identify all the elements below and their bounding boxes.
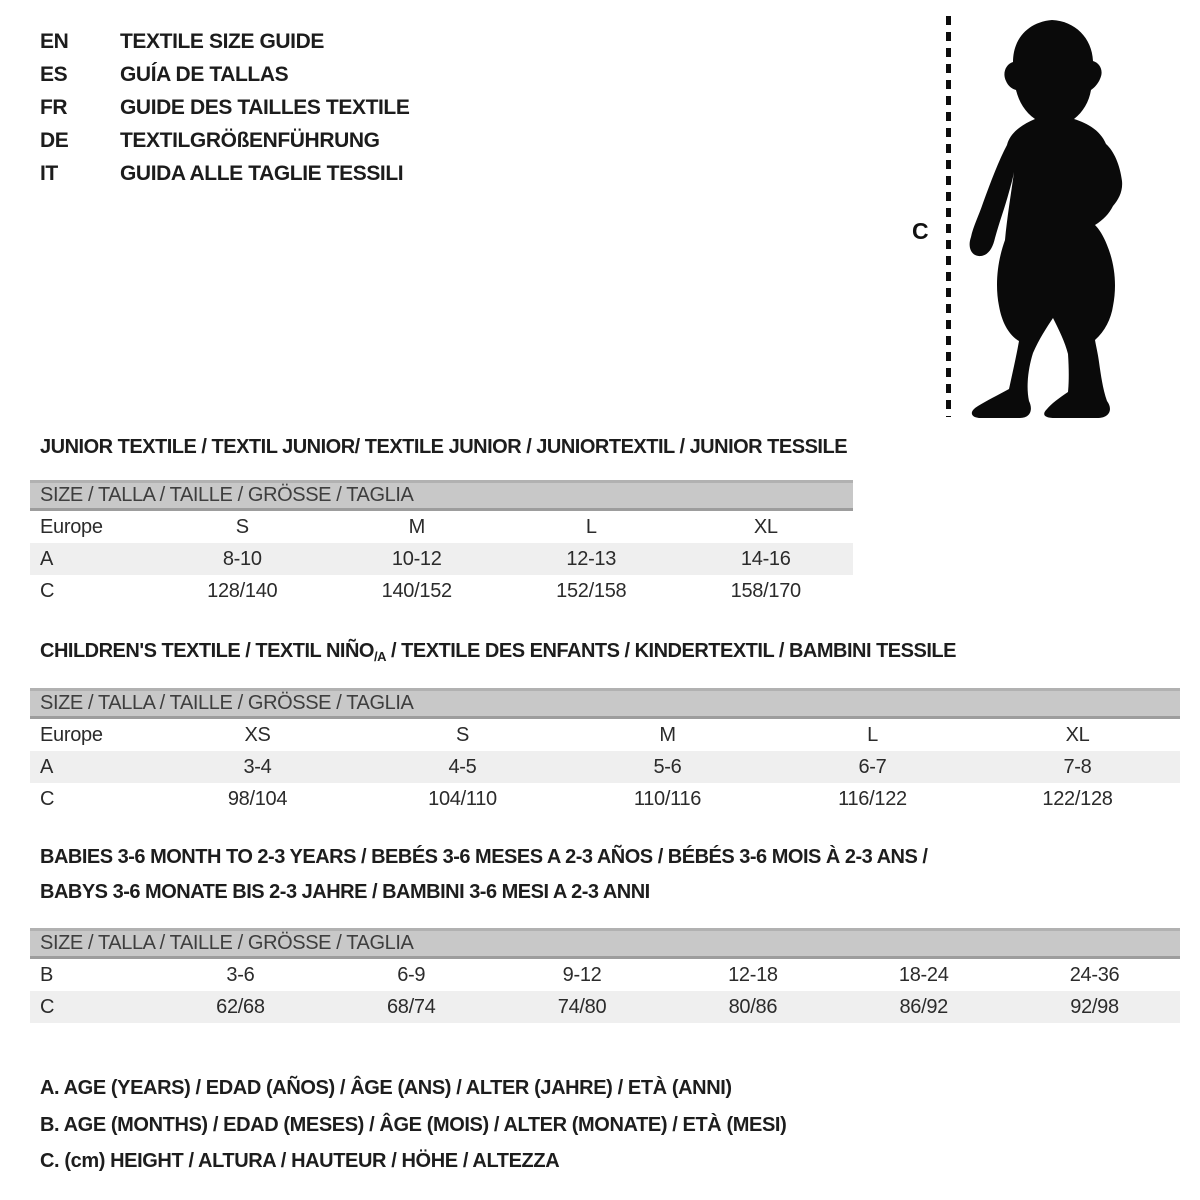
table-cell: 122/128 <box>1042 787 1113 810</box>
legend-line-b: B. AGE (MONTHS) / EDAD (MESES) / ÂGE (MOIS) / ALTER (MONATE) / ETÀ (MESI) <box>40 1113 787 1136</box>
table-cell: 6-7 <box>858 755 887 778</box>
row-label: A <box>40 547 54 570</box>
section-title-junior: JUNIOR TEXTILE / TEXTIL JUNIOR/ TEXTILE JUNIOR / JUNIORTEXTIL / JUNIOR TESSILE <box>40 436 848 458</box>
table-cell: 128/140 <box>207 579 278 602</box>
table-cell: 92/98 <box>1070 995 1119 1018</box>
row-label: Europe <box>40 515 103 538</box>
table-row <box>30 719 1180 751</box>
height-measure-dashed-line <box>946 16 951 417</box>
table-cell: L <box>585 515 597 538</box>
childrens-size-table <box>30 688 1180 815</box>
table-cell: 24-36 <box>1069 963 1120 986</box>
table-cell: 152/158 <box>556 579 627 602</box>
section-title-childrens-post: / TEXTILE DES ENFANTS / KINDERTEXTIL / BAMBINI TESSILE <box>385 640 956 662</box>
table-cell: 3-4 <box>243 755 272 778</box>
table-cell: L <box>867 723 878 746</box>
table-cell: 7-8 <box>1063 755 1092 778</box>
language-list <box>40 30 409 186</box>
table-cell: XL <box>1065 723 1090 746</box>
table-cell: 8-10 <box>222 547 262 570</box>
section-title-childrens <box>40 640 956 664</box>
lang-label-en: TEXTILE SIZE GUIDE <box>120 30 324 53</box>
row-label: Europe <box>40 723 103 746</box>
section-title-babies-line2: BABYS 3-6 MONATE BIS 2-3 JAHRE / BAMBINI 3-6 MESI A 2-3 ANNI <box>40 881 650 903</box>
table-cell: 104/110 <box>428 787 497 810</box>
table-cell: 98/104 <box>227 787 288 810</box>
lang-code-en: EN <box>40 30 69 53</box>
lang-label-it: GUIDA ALLE TAGLIE TESSILI <box>120 162 404 185</box>
table-cell: 18-24 <box>898 963 949 986</box>
height-measure-label: C <box>912 218 929 244</box>
row-label: A <box>40 755 54 778</box>
table-cell: 12-13 <box>566 547 617 570</box>
lang-label-fr: GUIDE DES TAILLES TEXTILE <box>120 96 410 119</box>
table-cell: 5-6 <box>653 755 682 778</box>
table-cell: 86/92 <box>899 995 948 1018</box>
table-cell: 9-12 <box>562 963 602 986</box>
table-cell: 74/80 <box>557 995 607 1018</box>
table-cell: 10-12 <box>391 547 442 570</box>
row-label: C <box>40 579 55 602</box>
table-row <box>30 511 853 543</box>
table-row <box>30 991 1180 1023</box>
babies-table-header: SIZE / TALLA / TAILLE / GRÖSSE / TAGLIA <box>30 928 1180 959</box>
row-label: B <box>40 963 54 986</box>
toddler-silhouette-icon <box>962 18 1144 418</box>
lang-code-es: ES <box>40 63 68 86</box>
table-cell: 68/74 <box>386 995 436 1018</box>
table-cell: M <box>408 515 425 538</box>
lang-code-it: IT <box>40 162 58 185</box>
table-row <box>30 783 1180 815</box>
row-label: C <box>40 787 55 810</box>
table-cell: 80/86 <box>728 995 778 1018</box>
section-title-childrens-pre: CHILDREN'S TEXTILE / TEXTIL NIÑO <box>40 640 374 662</box>
table-cell: 62/68 <box>216 995 265 1018</box>
lang-code-de: DE <box>40 129 69 152</box>
table-cell: 4-5 <box>448 755 477 778</box>
table-cell: M <box>659 723 676 746</box>
section-title-childrens-sub: /A <box>373 649 386 664</box>
table-cell: 3-6 <box>226 963 255 986</box>
table-cell: 6-9 <box>397 963 426 986</box>
junior-size-table <box>30 480 853 607</box>
legend-line-a: A. AGE (YEARS) / EDAD (AÑOS) / ÂGE (ANS) / ALTER (JAHRE) / ETÀ (ANNI) <box>40 1077 732 1099</box>
row-label: C <box>40 995 55 1018</box>
table-cell: 116/122 <box>838 787 907 810</box>
lang-label-de: TEXTILGRÖßENFÜHRUNG <box>120 129 380 152</box>
lang-label-es: GUÍA DE TALLAS <box>120 63 289 86</box>
table-cell: 158/170 <box>730 579 801 602</box>
table-cell: 12-18 <box>728 963 778 986</box>
legend <box>40 1070 786 1180</box>
table-row <box>30 575 853 607</box>
table-cell: XL <box>753 515 778 538</box>
childrens-table-header: SIZE / TALLA / TAILLE / GRÖSSE / TAGLIA <box>30 688 1180 719</box>
table-cell: 14-16 <box>740 547 791 570</box>
table-row <box>30 959 1180 991</box>
table-cell: 110/116 <box>633 787 702 810</box>
legend-line-c: C. (cm) HEIGHT / ALTURA / HAUTEUR / HÖHE / ALTEZZA <box>40 1150 560 1172</box>
junior-table-header: SIZE / TALLA / TAILLE / GRÖSSE / TAGLIA <box>30 480 853 511</box>
babies-size-table <box>30 928 1180 1023</box>
table-cell: S <box>235 515 249 538</box>
lang-code-fr: FR <box>40 96 68 119</box>
table-cell: S <box>455 723 470 746</box>
table-cell: 140/152 <box>381 579 452 602</box>
table-cell: XS <box>244 723 271 746</box>
table-row <box>30 543 853 575</box>
table-row <box>30 751 1180 783</box>
section-title-babies-line1: BABIES 3-6 MONTH TO 2-3 YEARS / BEBÉS 3-6 MESES A 2-3 AÑOS / BÉBÉS 3-6 MOIS À 2-3 ANS / <box>40 846 928 868</box>
